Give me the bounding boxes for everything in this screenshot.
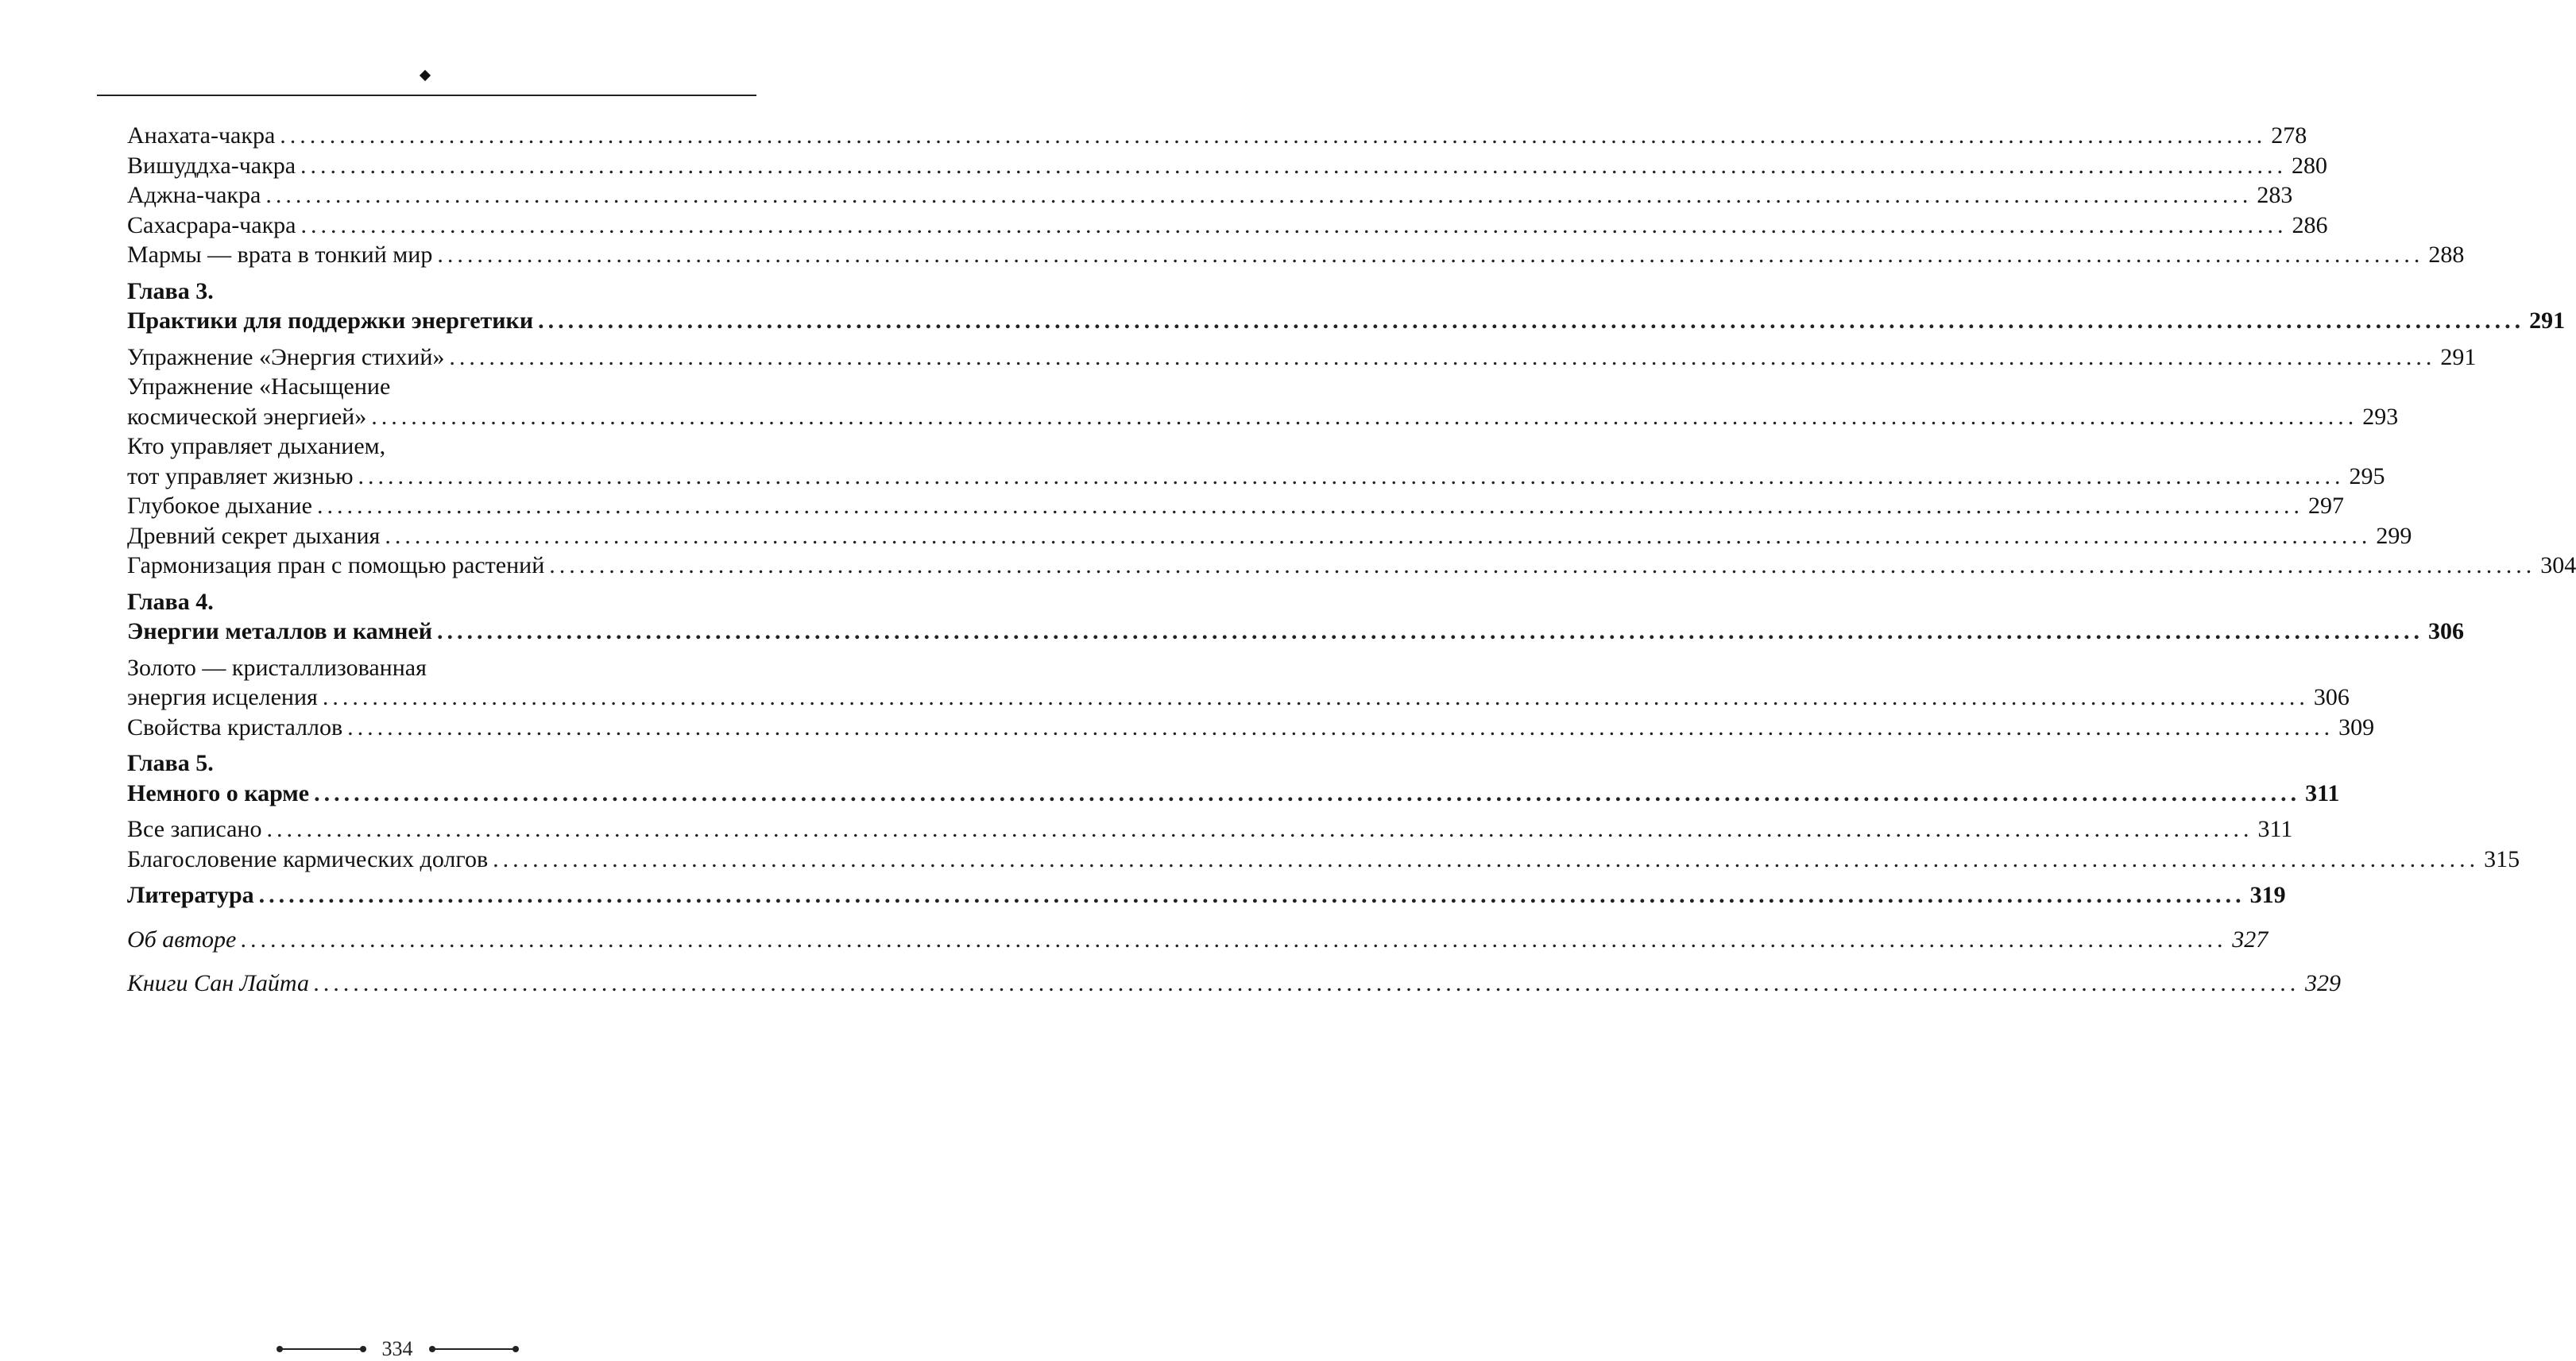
- toc-entry-page: 311: [2257, 816, 2293, 842]
- toc-entry-page: 329: [2304, 970, 2341, 996]
- toc-entry-title: Вишуддха-чакра: [127, 152, 296, 179]
- toc-entry-title: Об авторе: [127, 926, 237, 953]
- toc-entry-title: Глубокое дыхание: [127, 493, 312, 519]
- table-of-contents: [127, 121, 2576, 999]
- page-footer: [0, 1339, 795, 1359]
- dot-leader: ........................................................................................................................................................................................................: [322, 684, 2309, 710]
- chapter-title: Практики для поддержки энергетики: [127, 307, 534, 334]
- dot-leader: ........................................................................................................................................................................................................: [437, 242, 2424, 268]
- chapter-entry: [127, 617, 2464, 647]
- toc-entry-title: тот управляет жизнью: [127, 462, 354, 489]
- chapter-title: Немного о карме: [127, 779, 310, 806]
- dot-leader: ........................................................................................................................................................................................................: [347, 713, 2334, 740]
- toc-entry-page: 278: [2271, 122, 2307, 149]
- toc-entry: [127, 121, 2307, 151]
- toc-entry: [127, 845, 2520, 875]
- toc-entry-page: 315: [2484, 845, 2520, 872]
- toc-entry-page: 295: [2349, 462, 2385, 489]
- toc-entry: [127, 713, 2375, 743]
- toc-entry-title: Упражнение «Энергия стихий»: [127, 343, 445, 370]
- diamond-ornament-icon: [420, 70, 431, 81]
- dot-leader: ........................................................................................................................................................................................................: [358, 462, 2345, 489]
- footer-rule-left: [280, 1348, 363, 1350]
- dot-leader: ........................................................................................................................................................................................................: [371, 403, 2358, 430]
- about-author-entry: [127, 925, 2269, 955]
- toc-entry: [127, 491, 2344, 521]
- toc-entry-title: Мармы — врата в тонкий мир: [127, 242, 433, 268]
- toc-entry: [127, 551, 2576, 581]
- toc-entry-page: 291: [2440, 343, 2477, 370]
- toc-entry-title: Свойства кристаллов: [127, 713, 343, 740]
- toc-entry-title: Все записано: [127, 816, 262, 842]
- dot-leader: ........................................................................................................................................................................................................: [258, 882, 2245, 908]
- toc-entry: [127, 342, 2477, 373]
- chapter-entry: [127, 306, 2566, 336]
- toc-entry-page: 319: [2249, 882, 2286, 908]
- books-entry: [127, 969, 2341, 999]
- toc-entry-title: космической энергией»: [127, 403, 367, 430]
- toc-entry-page: 306: [2313, 684, 2350, 710]
- toc-entry: [127, 211, 2328, 241]
- toc-entry-first-line: Упражнение «Насыщение: [127, 373, 391, 400]
- dot-leader: ........................................................................................................................................................................................................: [300, 211, 2288, 238]
- toc-entry: [127, 151, 2328, 181]
- dot-leader: ........................................................................................................................................................................................................: [300, 152, 2288, 179]
- dot-leader: ........................................................................................................................................................................................................: [549, 552, 2536, 578]
- dot-leader: ........................................................................................................................................................................................................: [280, 122, 2267, 149]
- chapter-page: 306: [2428, 618, 2464, 644]
- toc-entry-title: Благословение кармических долгов: [127, 845, 489, 872]
- toc-entry-title: Сахасрара-чакра: [127, 211, 296, 238]
- chapter-entry: [127, 779, 2340, 809]
- chapter-label: Глава 4.: [127, 588, 214, 615]
- toc-entry-title: Древний секрет дыхания: [127, 522, 381, 549]
- toc-entry-page: 304: [2540, 552, 2576, 578]
- toc-entry: [127, 682, 2350, 713]
- dot-leader: ........................................................................................................................................................................................................: [241, 926, 2228, 953]
- toc-entry-title: Аджна-чакра: [127, 182, 261, 208]
- toc-entry: [127, 814, 2293, 845]
- toc-entry-title: Анахата-чакра: [127, 122, 276, 149]
- toc-entry-title: Гармонизация пран с помощью растений: [127, 552, 545, 578]
- toc-entry-title: энергия исцеления: [127, 684, 318, 710]
- dot-leader: ........................................................................................................................................................................................................: [265, 182, 2253, 208]
- toc-entry: [127, 240, 2465, 270]
- toc-entry-page: 327: [2232, 926, 2269, 953]
- dot-leader: ........................................................................................................................................................................................................: [314, 779, 2301, 806]
- toc-entry-page: 280: [2292, 152, 2328, 179]
- dot-leader: ........................................................................................................................................................................................................: [437, 618, 2423, 644]
- toc-entry-page: 283: [2257, 182, 2293, 208]
- toc-entry: [127, 521, 2412, 551]
- dot-leader: ........................................................................................................................................................................................................: [266, 816, 2253, 842]
- toc-entry-page: 309: [2338, 713, 2375, 740]
- chapter-label: Глава 3.: [127, 277, 214, 304]
- toc-entry-first-line: Золото — кристаллизованная: [127, 654, 427, 681]
- toc-entry: [127, 462, 2385, 492]
- chapter-page: 311: [2305, 779, 2340, 806]
- dot-leader: ........................................................................................................................................................................................................: [493, 845, 2480, 872]
- toc-entry-page: 288: [2428, 242, 2465, 268]
- dot-leader: ........................................................................................................................................................................................................: [316, 493, 2303, 519]
- dot-leader: ........................................................................................................................................................................................................: [538, 307, 2525, 334]
- toc-entry-page: 297: [2307, 493, 2344, 519]
- toc-entry-page: 299: [2376, 522, 2412, 549]
- literature-entry: [127, 880, 2286, 911]
- dot-leader: ........................................................................................................................................................................................................: [385, 522, 2372, 549]
- page-number: 334: [381, 1337, 413, 1360]
- toc-entry-title: Литература: [127, 882, 254, 908]
- toc-entry: [127, 180, 2293, 211]
- chapter-label: Глава 5.: [127, 750, 214, 776]
- chapter-page: 291: [2529, 307, 2566, 334]
- toc-entry-page: 286: [2292, 211, 2328, 238]
- toc-entry: [127, 402, 2399, 432]
- dot-leader: ........................................................................................................................................................................................................: [449, 343, 2436, 370]
- header-rule: [97, 95, 756, 96]
- toc-entry-first-line: Кто управляет дыханием,: [127, 433, 386, 459]
- toc-entry-title: Книги Сан Лайта: [127, 970, 309, 996]
- dot-leader: ........................................................................................................................................................................................................: [313, 970, 2300, 996]
- toc-entry-page: 293: [2362, 403, 2399, 430]
- footer-rule-right: [432, 1348, 516, 1350]
- chapter-title: Энергии металлов и камней: [127, 618, 432, 644]
